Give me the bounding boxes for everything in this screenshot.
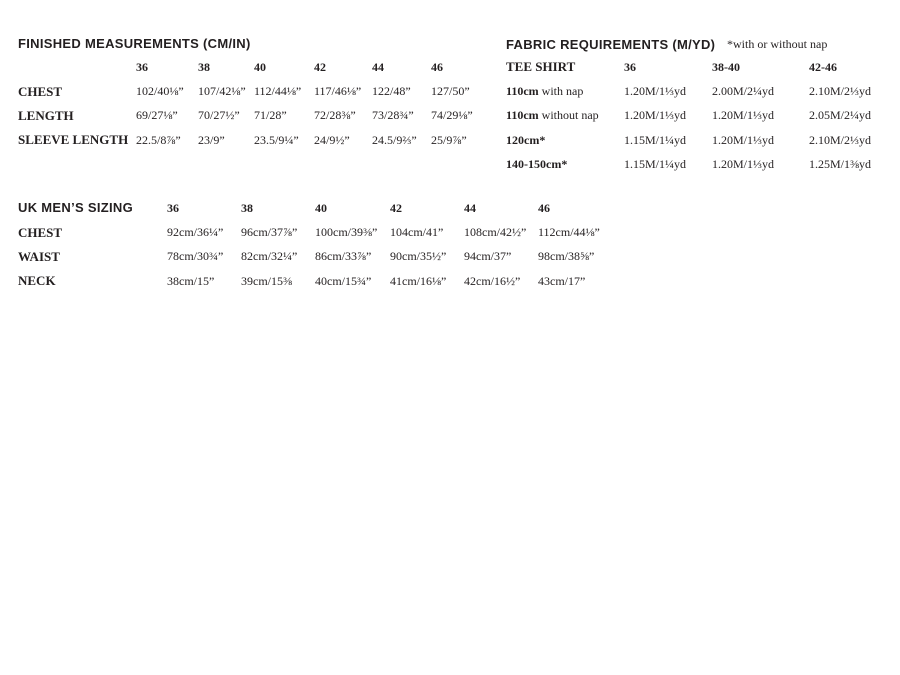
table-cell: 2.00M/2¼yd	[712, 84, 775, 99]
row-label: WAIST	[18, 248, 60, 264]
table-cell: 42cm/16½”	[464, 273, 521, 288]
table-cell: 122/48”	[372, 84, 411, 99]
size-header: 38	[241, 200, 253, 215]
table-cell: 72/28⅜”	[314, 108, 356, 123]
uk-header-row	[18, 196, 618, 220]
table-cell: 1.15M/1¼yd	[624, 132, 687, 147]
table-cell: 41cm/16⅛”	[390, 273, 447, 288]
row-label: LENGTH	[18, 107, 74, 123]
table-row	[506, 79, 889, 103]
uk-sizing-title-text: UK MEN’S SIZING	[18, 200, 134, 216]
size-range-header: 36	[624, 59, 636, 74]
finished-measurements-title: FINISHED MEASUREMENTS (CM/IN)	[18, 36, 251, 51]
tee-shirt-header: TEE SHIRT	[506, 59, 576, 75]
table-row	[18, 269, 618, 293]
table-cell: 24.5/9⅔”	[372, 132, 417, 147]
row-label: CHEST	[18, 83, 63, 99]
table-cell: 90cm/35½”	[390, 249, 447, 264]
table-cell: 100cm/39⅜”	[315, 225, 378, 240]
table-cell: 1.20M/1⅓yd	[624, 84, 687, 99]
fabric-nap: with nap	[538, 84, 584, 99]
table-cell: 2.05M/2¼yd	[809, 108, 872, 123]
table-cell: 1.25M/1⅜yd	[809, 157, 872, 172]
table-row	[18, 79, 491, 103]
table-cell: 1.15M/1¼yd	[624, 157, 687, 172]
size-header: 38	[198, 59, 210, 74]
size-header: 36	[167, 200, 179, 215]
table-cell: 38cm/15”	[167, 273, 215, 288]
table-cell: 1.20M/1⅓yd	[712, 108, 775, 123]
table-cell: 25/9⅞”	[431, 132, 467, 147]
table-cell: 71/28”	[254, 108, 287, 123]
finished-measurements-table	[18, 55, 491, 153]
table-row	[506, 153, 889, 177]
table-cell: 1.20M/1⅓yd	[712, 157, 775, 172]
table-cell: 98cm/38⅝”	[538, 249, 595, 264]
finished-header-row	[18, 55, 491, 79]
table-cell: 2.10M/2⅓yd	[809, 84, 872, 99]
fabric-nap: without nap	[538, 108, 599, 123]
nap-note: *with or without nap	[727, 37, 828, 51]
size-header: 42	[314, 59, 326, 74]
table-row	[18, 128, 491, 152]
table-row	[18, 220, 618, 244]
table-cell: 86cm/33⅞”	[315, 249, 372, 264]
table-row	[18, 104, 491, 128]
fabric-width: 110cm	[506, 108, 539, 123]
table-cell: 70/27½”	[198, 108, 240, 123]
size-header: 42	[390, 200, 402, 215]
table-cell: 1.20M/1⅓yd	[624, 108, 687, 123]
fabric-width-label	[506, 104, 624, 128]
table-cell: 112cm/44⅛”	[538, 225, 600, 240]
table-cell: 23/9”	[198, 132, 225, 147]
size-header: 44	[372, 59, 384, 74]
fabric-width: 110cm	[506, 84, 539, 99]
table-cell: 127/50”	[431, 84, 470, 99]
table-row	[506, 104, 889, 128]
size-range-header: 38-40	[712, 59, 740, 74]
table-cell: 22.5/8⅞”	[136, 132, 181, 147]
table-cell: 40cm/15¾”	[315, 273, 372, 288]
size-header: 46	[431, 59, 443, 74]
fabric-requirements-title: FABRIC REQUIREMENTS (M/YD)	[506, 37, 716, 52]
table-cell: 24/9½”	[314, 132, 350, 147]
table-cell: 107/42⅛”	[198, 84, 246, 99]
fabric-requirements-table	[506, 55, 889, 177]
size-header: 40	[315, 200, 327, 215]
fabric-width-label	[506, 153, 624, 177]
row-label: CHEST	[18, 224, 63, 240]
size-header: 36	[136, 59, 148, 74]
row-label: NECK	[18, 273, 56, 289]
size-header: 46	[538, 200, 550, 215]
table-cell: 78cm/30¾”	[167, 249, 224, 264]
table-cell: 104cm/41”	[390, 225, 444, 240]
table-cell: 117/46⅛”	[314, 84, 362, 99]
table-cell: 69/27⅛”	[136, 108, 178, 123]
table-cell: 43cm/17”	[538, 273, 586, 288]
table-cell: 108cm/42½”	[464, 225, 527, 240]
size-header: 44	[464, 200, 476, 215]
table-cell: 39cm/15⅜	[241, 273, 292, 288]
fabric-width: 140-150cm*	[506, 157, 568, 172]
fabric-width-label	[506, 128, 624, 152]
row-label: SLEEVE LENGTH	[18, 132, 129, 148]
table-cell: 112/44⅛”	[254, 84, 302, 99]
table-cell: 73/28¾”	[372, 108, 414, 123]
table-cell: 102/40⅛”	[136, 84, 184, 99]
fabric-header-row	[506, 55, 889, 79]
table-cell: 92cm/36¼”	[167, 225, 224, 240]
table-cell: 96cm/37⅞”	[241, 225, 298, 240]
fabric-width-label	[506, 79, 624, 103]
size-range-header: 42-46	[809, 59, 837, 74]
table-cell: 2.10M/2⅓yd	[809, 132, 872, 147]
table-cell: 74/29⅛”	[431, 108, 473, 123]
table-row	[18, 245, 618, 269]
table-cell: 1.20M/1⅓yd	[712, 132, 775, 147]
uk-sizing-title	[18, 196, 167, 220]
table-cell: 94cm/37”	[464, 249, 512, 264]
uk-sizing-table	[18, 196, 618, 294]
table-row	[506, 128, 889, 152]
size-header: 40	[254, 59, 266, 74]
table-cell: 23.5/9¼”	[254, 132, 299, 147]
table-cell: 82cm/32¼”	[241, 249, 298, 264]
fabric-width: 120cm*	[506, 132, 546, 147]
finished-header-blank	[18, 55, 136, 79]
